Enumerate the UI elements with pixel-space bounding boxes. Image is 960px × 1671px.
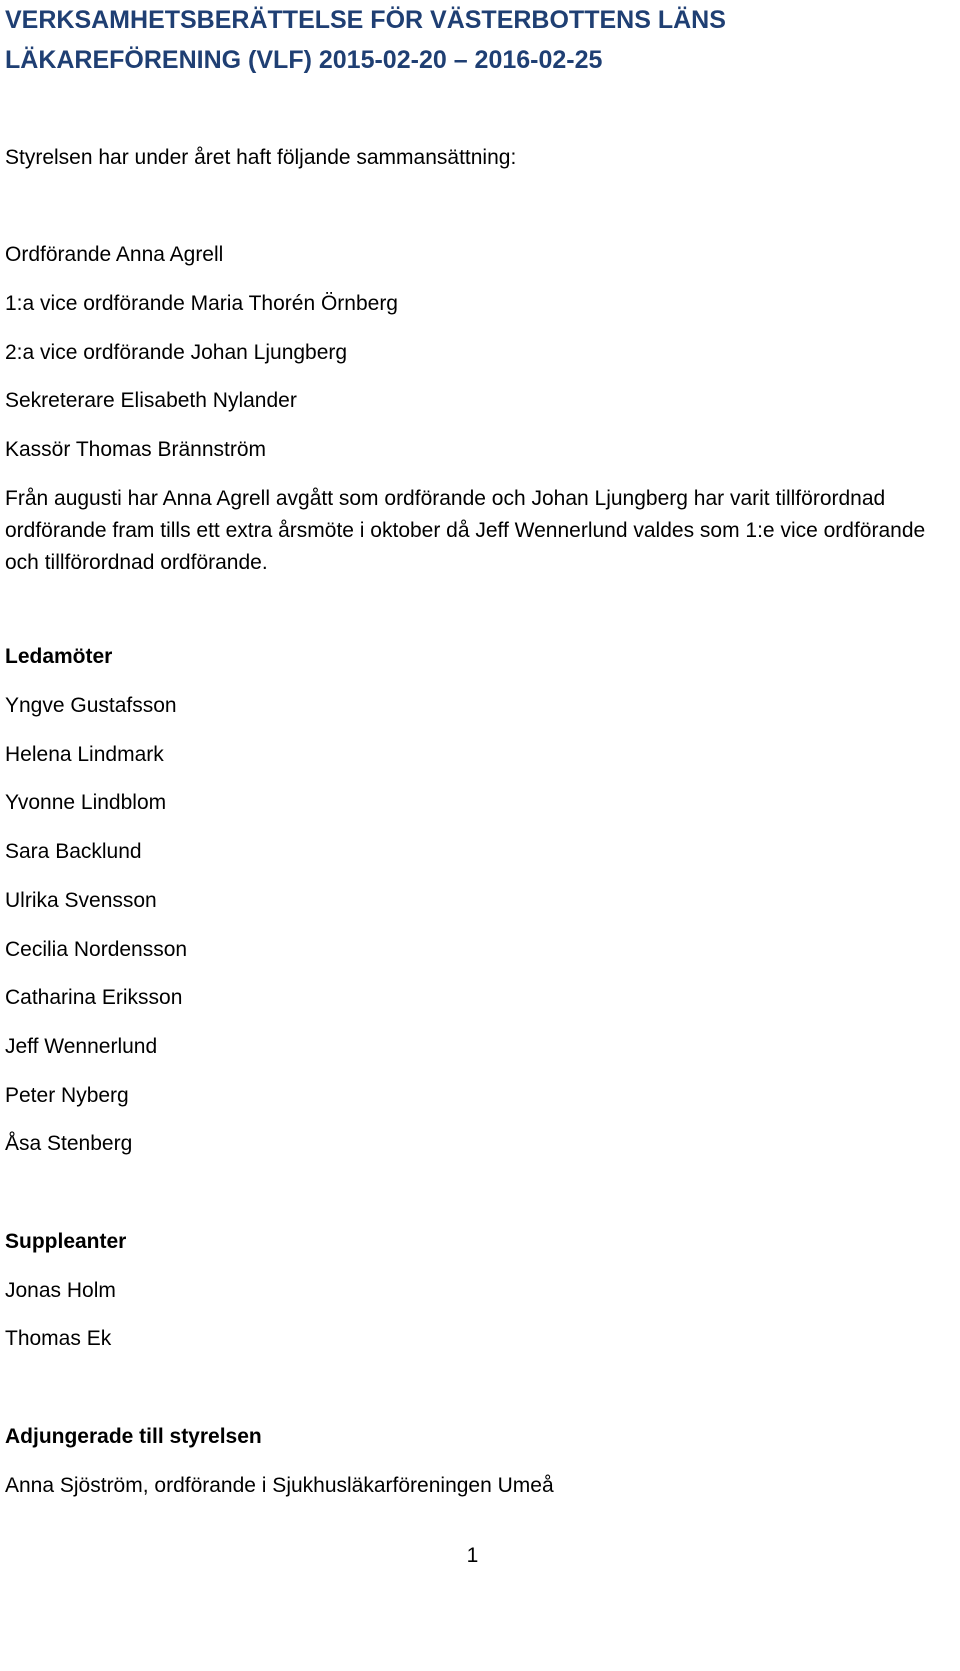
member-item: Ulrika Svensson: [5, 889, 157, 912]
member-item: Helena Lindmark: [5, 743, 164, 766]
document-title-line-1: VERKSAMHETSBERÄTTELSE FÖR VÄSTERBOTTENS LÄNS: [5, 6, 726, 34]
member-item: Cecilia Nordensson: [5, 938, 188, 961]
chair-change-paragraph: Från augusti har Anna Agrell avgått som ordförande och Johan Ljungberg har varit tillförordnad ordförande fram tills ett extra årsmöte i oktober då Jeff Wennerlund valdes som 1:e vice ordförande och tillförordnad ordförande.: [5, 487, 926, 574]
intro-text: Styrelsen har under året haft följande sammansättning:: [5, 146, 517, 169]
board-member-chair: Ordförande Anna Agrell: [5, 243, 224, 266]
deputy-item: Jonas Holm: [5, 1279, 116, 1302]
member-item: Yvonne Lindblom: [5, 791, 167, 814]
page-number: 1: [466, 1544, 479, 1567]
member-item: Peter Nyberg: [5, 1084, 129, 1107]
adjunct-item: Anna Sjöström, ordförande i Sjukhusläkarföreningen Umeå: [5, 1474, 554, 1497]
deputies-heading: Suppleanter: [5, 1230, 127, 1253]
member-item: Jeff Wennerlund: [5, 1035, 158, 1058]
deputy-item: Thomas Ek: [5, 1327, 112, 1350]
member-item: Sara Backlund: [5, 840, 142, 863]
document-title: [5, 0, 945, 80]
board-member-treasurer: Kassör Thomas Brännström: [5, 438, 267, 461]
adjunct-heading: Adjungerade till styrelsen: [5, 1425, 262, 1448]
members-heading: Ledamöter: [5, 645, 113, 668]
member-item: Yngve Gustafsson: [5, 694, 177, 717]
board-member-second-vice-chair: 2:a vice ordförande Johan Ljungberg: [5, 341, 348, 364]
member-item: Åsa Stenberg: [5, 1132, 133, 1155]
document-title-line-2: LÄKAREFÖRENING (VLF) 2015-02-20 – 2016-02-25: [5, 46, 603, 74]
member-item: Catharina Eriksson: [5, 986, 183, 1009]
board-member-first-vice-chair: 1:a vice ordförande Maria Thorén Örnberg: [5, 292, 398, 315]
board-member-secretary: Sekreterare Elisabeth Nylander: [5, 389, 297, 412]
